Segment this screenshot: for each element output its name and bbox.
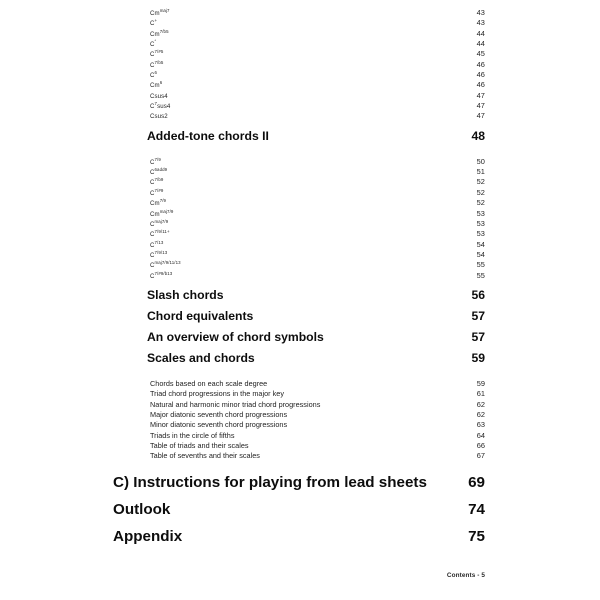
toc-entry-section[interactable] xyxy=(0,288,600,309)
toc-entry-label: $C^{7/\#9}$ xyxy=(150,187,164,197)
toc-entry-page-number: 53 xyxy=(476,208,485,218)
toc-entry-sub[interactable] xyxy=(0,167,600,177)
toc-entry-label: $C^{7/9/13}$ xyxy=(150,249,168,259)
toc-entry-page-number: 63 xyxy=(476,420,485,430)
toc-entry-subtext[interactable] xyxy=(0,451,600,461)
toc-entry-label: $C^{7/b5}$ xyxy=(150,59,164,69)
toc-entry-label: $C^{maj7/9}$ xyxy=(150,218,169,228)
toc-entry-page-number: 75 xyxy=(468,527,485,545)
toc-entry-page-number: 46 xyxy=(476,59,485,69)
toc-entry-label: Outlook xyxy=(113,500,171,518)
toc-entry-major[interactable] xyxy=(0,474,600,501)
toc-entry-subtext[interactable] xyxy=(0,431,600,441)
toc-entry-label: $C^{maj7/9/11/13}$ xyxy=(150,260,181,270)
toc-entry-subtext[interactable] xyxy=(0,420,600,430)
toc-entry-label: $C^{7/9/11+}$ xyxy=(150,229,170,239)
toc-entry-page-number: 54 xyxy=(476,239,485,249)
toc-entry-label: $C^{7/\#9/b13}$ xyxy=(150,270,173,280)
toc-entry-label: Chord equivalents xyxy=(147,308,254,323)
toc-entry-label: $C^{7/9}$ xyxy=(150,156,161,166)
toc-entry-sub[interactable] xyxy=(0,8,600,18)
toc-entry-page-number: 67 xyxy=(476,451,485,461)
row-spacer xyxy=(0,462,600,474)
toc-entry-subtext[interactable] xyxy=(0,379,600,389)
toc-entry-label: Triads in the circle of fifths xyxy=(150,430,235,440)
toc-entry-label: $C^{6add9}$ xyxy=(150,167,168,177)
toc-entry-label: $Cm^{7/b5}$ xyxy=(150,28,169,38)
toc-entry-sub[interactable] xyxy=(0,198,600,208)
toc-entry-label: $C^{7/\#5}$ xyxy=(150,49,164,59)
toc-entry-page-number: 61 xyxy=(476,389,485,399)
toc-entry-label: Natural and harmonic minor triad chord progressions xyxy=(150,399,321,409)
toc-entry-label: An overview of chord symbols xyxy=(147,329,324,344)
toc-entry-label: $Cm^{maj7}$ xyxy=(150,7,170,17)
toc-entry-label: Csus2 xyxy=(150,113,168,121)
toc-entry-section[interactable] xyxy=(0,129,600,150)
toc-entry-page-number: 43 xyxy=(476,8,485,17)
toc-entry-label: C° xyxy=(150,39,157,49)
toc-entry-sub[interactable] xyxy=(0,188,600,198)
toc-entry-sub[interactable] xyxy=(0,219,600,229)
toc-entry-page-number: 66 xyxy=(476,440,485,450)
toc-entry-page-number: 59 xyxy=(471,350,485,365)
toc-entry-label: Table of sevenths and their scales xyxy=(150,451,260,461)
toc-entry-label: $Cm^{maj7/9}$ xyxy=(150,208,174,218)
toc-entry-page-number: 62 xyxy=(476,399,485,409)
toc-entry-label: C) Instructions for playing from lead sheets xyxy=(113,473,427,491)
toc-entry-page-number: 44 xyxy=(476,39,485,49)
toc-entry-page-number: 46 xyxy=(476,70,485,80)
toc-entry-page-number: 64 xyxy=(476,430,485,440)
toc-entry-page-number: 57 xyxy=(471,308,485,323)
toc-entry-page-number: 55 xyxy=(476,270,485,280)
toc-entry-page-number: 69 xyxy=(468,473,485,491)
row-spacer xyxy=(0,150,600,157)
toc-entry-page-number: 48 xyxy=(471,128,485,143)
toc-entry-sub[interactable] xyxy=(0,240,600,250)
toc-entry-label: Slash chords xyxy=(147,287,224,302)
toc-entry-subtext[interactable] xyxy=(0,400,600,410)
toc-entry-subtext[interactable] xyxy=(0,410,600,420)
toc-entry-page-number: 57 xyxy=(471,329,485,344)
toc-entry-page-number: 47 xyxy=(476,101,485,111)
toc-entry-page-number: 55 xyxy=(476,260,485,270)
toc-entry-label: $C^6$ xyxy=(150,70,158,80)
toc-entry-sub[interactable] xyxy=(0,18,600,28)
toc-entry-label: Added-tone chords II xyxy=(147,128,269,143)
toc-entry-section[interactable] xyxy=(0,351,600,372)
toc-entry-page-number: 62 xyxy=(476,409,485,419)
toc-entry-sub[interactable] xyxy=(0,80,600,90)
toc-entry-page-number: 74 xyxy=(468,500,485,518)
toc-entry-page-number: 52 xyxy=(476,177,485,187)
toc-entry-sub[interactable] xyxy=(0,250,600,260)
toc-entry-label: Minor diatonic seventh chord progressions xyxy=(150,420,288,430)
toc-entry-page-number: 53 xyxy=(476,218,485,228)
toc-entry-label: $C^{7/13}$ xyxy=(150,239,164,249)
toc-entry-page-number: 52 xyxy=(476,198,485,208)
page-footer: Contents - 5 xyxy=(446,572,485,579)
toc-entry-label: Triad chord progressions in the major key xyxy=(150,389,284,399)
toc-entry-sub[interactable] xyxy=(0,91,600,101)
row-spacer xyxy=(0,372,600,379)
toc-entry-page-number: 47 xyxy=(476,90,485,100)
table-of-contents xyxy=(0,8,600,555)
toc-entry-sub[interactable] xyxy=(0,177,600,187)
toc-entry-major[interactable] xyxy=(0,528,600,555)
row-spacer xyxy=(0,281,600,288)
toc-entry-sub[interactable] xyxy=(0,29,600,39)
toc-entry-page-number: 45 xyxy=(476,49,485,59)
toc-entry-sub[interactable] xyxy=(0,70,600,80)
toc-entry-label: Scales and chords xyxy=(147,350,255,365)
toc-entry-page-number: 44 xyxy=(476,28,485,38)
toc-entry-label: Csus4 xyxy=(150,92,168,100)
toc-entry-subtext[interactable] xyxy=(0,441,600,451)
toc-entry-sub[interactable] xyxy=(0,49,600,59)
toc-entry-label: Chords based on each scale degree xyxy=(150,378,268,388)
toc-entry-page-number: 46 xyxy=(476,80,485,90)
toc-entry-sub[interactable] xyxy=(0,101,600,111)
toc-entry-label: Major diatonic seventh chord progressions xyxy=(150,409,288,419)
toc-entry-label: $C^7sus4$ xyxy=(150,101,171,111)
toc-entry-page-number: 43 xyxy=(476,18,485,28)
toc-entry-page-number: 59 xyxy=(476,378,485,388)
toc-entry-page-number: 53 xyxy=(476,229,485,239)
row-spacer xyxy=(0,122,600,129)
toc-entry-section[interactable] xyxy=(0,309,600,330)
toc-entry-sub[interactable] xyxy=(0,260,600,270)
toc-entry-sub[interactable] xyxy=(0,60,600,70)
toc-entry-sub[interactable] xyxy=(0,209,600,219)
toc-entry-page-number: 56 xyxy=(471,287,485,302)
toc-entry-page-number: 50 xyxy=(476,156,485,166)
toc-entry-page-number: 52 xyxy=(476,187,485,197)
toc-entry-sub[interactable] xyxy=(0,271,600,281)
toc-entry-major[interactable] xyxy=(0,501,600,528)
toc-entry-page-number: 54 xyxy=(476,249,485,259)
toc-entry-sub[interactable] xyxy=(0,157,600,167)
toc-entry-subtext[interactable] xyxy=(0,389,600,399)
toc-entry-label: Cm$^6$ xyxy=(150,80,163,90)
toc-entry-sub[interactable] xyxy=(0,111,600,121)
toc-entry-label: Table of triads and their scales xyxy=(150,440,249,450)
toc-entry-sub[interactable] xyxy=(0,229,600,239)
toc-entry-label: $Cm^{7/9}$ xyxy=(150,198,167,208)
toc-entry-page-number: 51 xyxy=(476,167,485,177)
toc-entry-label: $C^{7/b9}$ xyxy=(150,177,164,187)
toc-entry-sub[interactable] xyxy=(0,39,600,49)
toc-entry-label: Appendix xyxy=(113,527,183,545)
toc-entry-section[interactable] xyxy=(0,330,600,351)
toc-entry-page-number: 47 xyxy=(476,111,485,121)
toc-entry-label: C+ xyxy=(150,18,158,28)
